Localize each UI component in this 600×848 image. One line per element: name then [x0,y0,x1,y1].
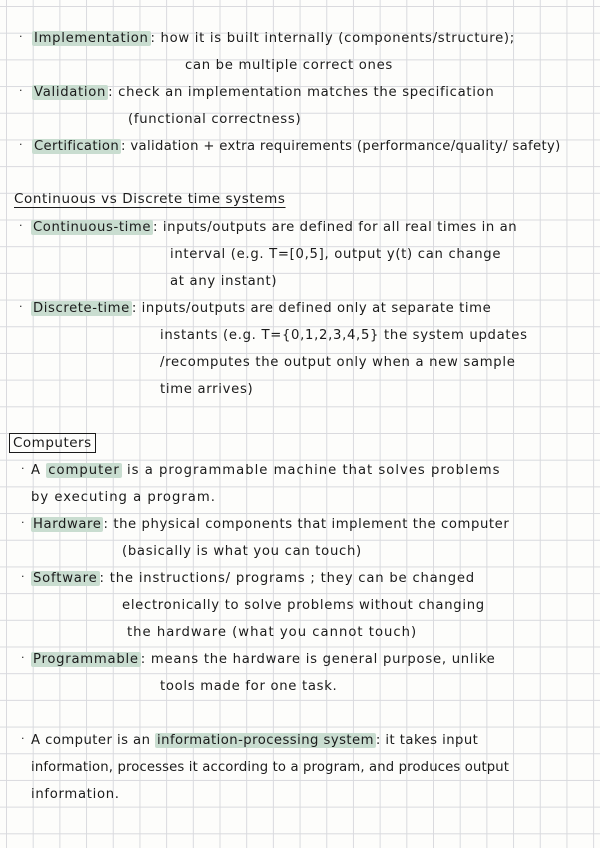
hardware-term: Hardware [33,517,102,532]
certification-definition: : validation + extra requirements (performance/quality/ safety) [121,139,561,154]
section-heading-computers: Computers [9,433,96,453]
implementation-line-1 [32,30,515,48]
bullet: · [21,570,25,583]
implementation-line-2: can be multiple correct ones [185,58,393,73]
bullet: · [19,30,23,43]
bullet: · [19,138,23,151]
software-definition: : the instructions/ programs ; they can be changed [99,571,475,586]
bullet: · [19,219,23,232]
validation-term: Validation [34,85,107,100]
computer-line-1 [31,462,500,480]
validation-line-1 [32,84,494,102]
discrete-line-2: instants (e.g. T={0,1,2,3,4,5} the system updates [160,328,528,343]
discrete-line-3: /recomputes the output only when a new sample [160,355,516,370]
bullet: · [21,732,25,745]
certification-term: Certification [34,139,120,154]
info-line-3: information. [31,787,120,802]
section-heading-time-systems: Continuous vs Discrete time systems [14,191,286,207]
discrete-time-term: Discrete-time [33,301,130,316]
implementation-term: Implementation [34,31,149,46]
certification-line [32,138,561,156]
hardware-line-1 [31,516,509,534]
info-line-2: information, processes it according to a program, and produces output [31,760,510,775]
continuous-line-1 [31,219,517,237]
computer-pre-text: A [31,463,47,478]
continuous-line-3: at any instant) [170,274,278,289]
computer-definition: is a programmable machine that solves problems [121,463,501,478]
continuous-time-definition: : inputs/outputs are defined for all real times in an [153,220,518,235]
software-line-3: the hardware (what you cannot touch) [127,625,418,640]
discrete-line-1 [31,300,491,318]
continuous-line-2: interval (e.g. T=[0,5], output y(t) can change [170,247,502,262]
bullet: · [19,84,23,97]
info-line-1 [31,732,478,750]
bullet: · [21,651,25,664]
software-term: Software [33,571,98,586]
validation-line-2: (functional correctness) [128,112,302,127]
hardware-line-2: (basically is what you can touch) [122,544,362,559]
validation-definition: : check an implementation matches the specification [108,85,495,100]
info-definition: : it takes input [375,733,479,748]
discrete-line-4: time arrives) [160,382,254,397]
bullet: · [19,300,23,313]
programmable-definition: : means the hardware is general purpose, unlike [140,652,496,667]
computer-term: computer [48,463,120,478]
discrete-time-definition: : inputs/outputs are defined only at separate time [131,301,492,316]
computer-line-2: by executing a program. [31,490,216,505]
programmable-line-2: tools made for one task. [160,679,338,694]
hardware-definition: : the physical components that implement the computer [103,517,510,532]
continuous-time-term: Continuous-time [33,220,152,235]
bullet: · [21,516,25,529]
programmable-line-1 [31,651,496,669]
programmable-term: Programmable [33,652,139,667]
implementation-definition: : how it is built internally (components/structure); [150,31,515,46]
software-line-2: electronically to solve problems without changing [122,598,485,613]
bullet: · [21,462,25,475]
information-processing-term: information-processing system [157,733,374,748]
software-line-1 [31,570,475,588]
info-pre-text: A computer is an [31,733,156,748]
